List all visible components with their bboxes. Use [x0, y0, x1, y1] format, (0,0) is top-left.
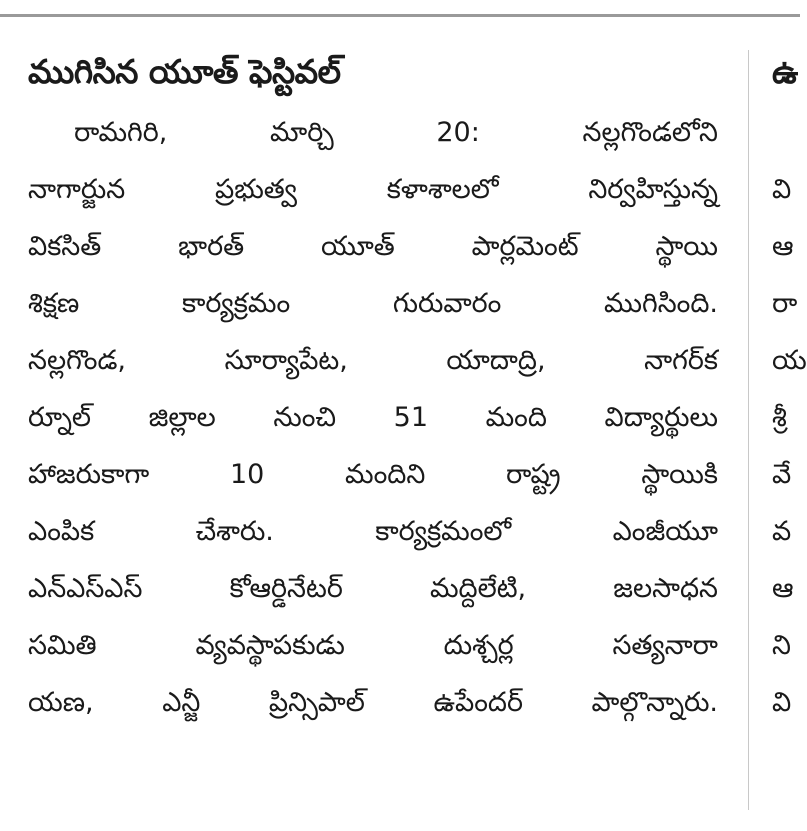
adjacent-line-fragment: ఆ — [772, 231, 794, 262]
adjacent-line-fragment: వి — [772, 174, 792, 205]
article-headline: ముగిసిన యూత్ ఫెస్టివల్ — [28, 52, 341, 91]
article-line: నల్లగొండ, సూర్యాపేట, యాదాద్రి, నాగర్‌క — [28, 345, 718, 376]
adjacent-line-fragment: ఆ — [772, 573, 794, 604]
article-line: రామగిరి, మార్చి 20: నల్లగొండలోని — [74, 117, 718, 148]
article-line: సమితి వ్యవస్థాపకుడు దుశ్చర్ల సత్యనారా — [28, 630, 718, 661]
article-line: యణ, ఎన్జీ ప్రిన్సిపాల్ ఉపేందర్ పాల్గొన్నారు. — [28, 687, 718, 718]
article-line: వికసిత్ భారత్ యూత్ పార్లమెంట్ స్థాయి — [28, 231, 718, 262]
adjacent-line-fragment: వ — [772, 516, 792, 547]
article-line: ఎంపిక చేశారు. కార్యక్రమంలో ఎంజీయూ — [28, 516, 718, 547]
article-line: శిక్షణ కార్యక్రమం గురువారం ముగిసింది. — [28, 288, 718, 319]
adjacent-line-fragment: వే — [772, 459, 792, 490]
adjacent-line-fragment: వి — [772, 687, 792, 718]
article-line: హాజరుకాగా 10 మందిని రాష్ట్ర స్థాయికి — [28, 459, 718, 490]
column-divider — [748, 50, 749, 810]
article-line: ర్నూల్ జిల్లాల నుంచి 51 మంది విద్యార్థులు — [28, 402, 718, 433]
article-body — [28, 104, 718, 731]
adjacent-line-fragment: శ్రీ — [772, 402, 787, 433]
news-article — [28, 40, 728, 731]
top-rule — [0, 14, 800, 17]
adjacent-line-fragment: య — [772, 345, 807, 376]
article-line: ఎన్ఎస్ఎస్ కోఆర్డినేటర్ మద్దిలేటి, జలసాధన — [28, 573, 718, 604]
adjacent-line-fragment — [772, 104, 800, 161]
adjacent-headline-fragment: ఉ — [772, 52, 799, 91]
adjacent-line-fragment: ని — [772, 630, 791, 661]
article-line: నాగార్జున ప్రభుత్వ కళాశాలలో నిర్వహిస్తున్న — [28, 174, 718, 205]
adjacent-column-fragment — [772, 40, 807, 731]
adjacent-line-fragment: రా — [772, 288, 798, 319]
